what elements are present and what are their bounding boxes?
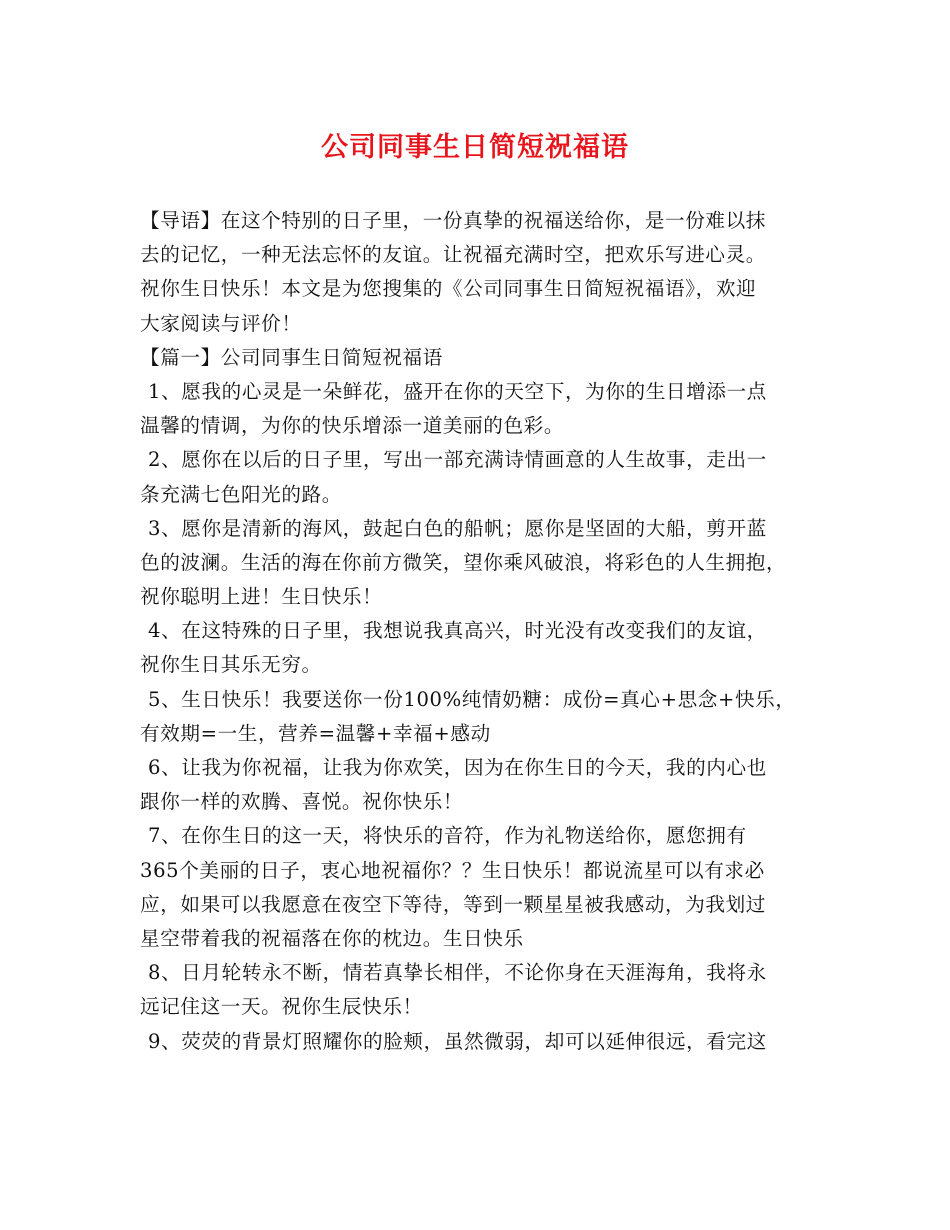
wish-7-line-4: 星空带着我的祝福落在你的枕边。生日快乐 <box>140 926 524 950</box>
wish-3-line-1: 3、愿你是清新的海风，鼓起白色的船帆；愿你是坚固的大船，剪开蓝 <box>148 516 767 540</box>
wish-8-line-2: 远记住这一天。祝你生辰快乐！ <box>140 995 423 1019</box>
wish-5-line-1: 5、生日快乐！我要送你一份100%纯情奶糖：成份=真心+思念+快乐， <box>148 687 796 711</box>
wish-4-line-1: 4、在这特殊的日子里，我想说我真高兴，时光没有改变我们的友谊， <box>148 619 767 643</box>
wish-8-line-1: 8、日月轮转永不断，情若真挚长相伴，不论你身在天涯海角，我将永 <box>148 961 767 985</box>
wish-7-line-2: 365个美丽的日子，衷心地祝福你？？生日快乐！都说流星可以有求必 <box>140 858 765 882</box>
wish-7-line-1: 7、在你生日的这一天，将快乐的音符，作为礼物送给你，愿您拥有 <box>148 824 747 848</box>
wish-1-line-1: 1、愿我的心灵是一朵鲜花，盛开在你的天空下，为你的生日增添一点 <box>148 379 767 403</box>
wish-3-line-2: 色的波澜。生活的海在你前方微笑，望你乘风破浪，将彩色的人生拥抱， <box>140 550 787 574</box>
wish-7-line-3: 应，如果可以我愿意在夜空下等待，等到一颗星星被我感动，为我划过 <box>140 892 767 916</box>
wish-6-line-1: 6、让我为你祝福，让我为你欢笑，因为在你生日的今天，我的内心也 <box>148 756 767 779</box>
wish-1-line-2: 温馨的情调，为你的快乐增添一道美丽的色彩。 <box>140 414 565 438</box>
wish-2-line-1: 2、愿你在以后的日子里，写出一部充满诗情画意的人生故事，走出一 <box>148 448 767 472</box>
intro-line-1: 【导语】在这个特别的日子里，一份真挚的祝福送给你，是一份难以抹 <box>140 209 767 232</box>
wish-4-line-2: 祝你生日其乐无穷。 <box>140 653 322 677</box>
wish-9-line-1: 9、荧荧的背景灯照耀你的脸颊，虽然微弱，却可以延伸很远，看完这 <box>148 1029 767 1053</box>
document-body <box>140 204 830 1059</box>
intro-line-2: 去的记忆，一种无法忘怀的友谊。让祝福充满时空，把欢乐写进心灵。 <box>140 243 767 267</box>
wish-6-line-2: 跟你一样的欢腾、喜悦。祝你快乐！ <box>140 790 464 814</box>
wish-3-line-3: 祝你聪明上进！生日快乐！ <box>140 585 383 609</box>
section-heading: 【篇一】公司同事生日简短祝福语 <box>140 345 443 369</box>
intro-line-3: 祝你生日快乐！本文是为您搜集的《公司同事生日简短祝福语》，欢迎 <box>140 277 757 301</box>
wish-5-line-2: 有效期=一生，营养=温馨+幸福+感动 <box>140 721 491 745</box>
document-title: 公司同事生日简短祝福语 <box>321 132 629 163</box>
intro-line-4: 大家阅读与评价！ <box>140 311 302 335</box>
wish-2-line-2: 条充满七色阳光的路。 <box>140 482 342 506</box>
